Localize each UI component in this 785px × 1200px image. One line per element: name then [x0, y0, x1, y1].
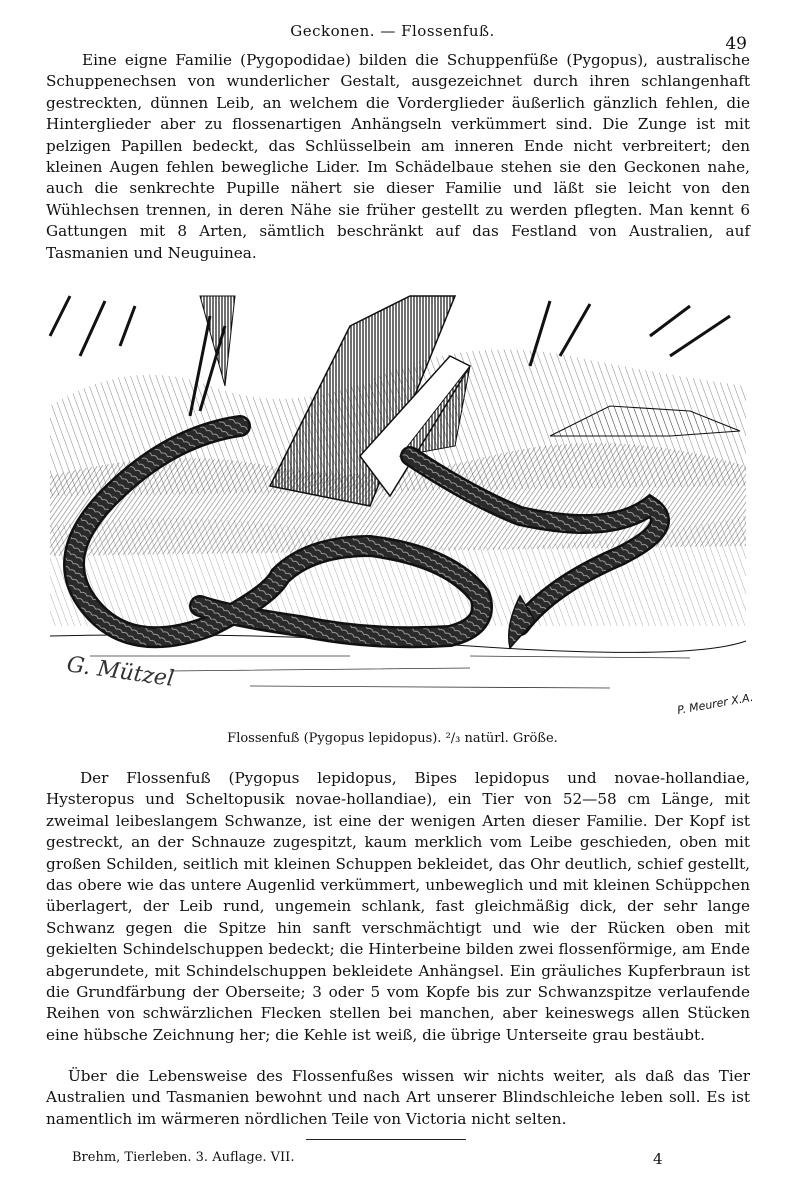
engraving-svg [50, 296, 755, 722]
signature-right: P. Meurer X.A. [676, 690, 755, 717]
signature-mark: 4 [653, 1150, 663, 1168]
signature-left: G. Mützel [65, 652, 176, 692]
paragraph-lifestyle: Über die Lebensweise des Flossenfußes wissen wir nichts weiter, als daß das Tier Australien und Tasmanien bewohnt und nach Art unserer Blindschleiche leben soll. Es ist namentlich im wärmeren nördlichen Teile von Victoria nicht selten. [46, 1067, 750, 1128]
figure-caption: Flossenfuß (Pygopus lepidopus). ²/₃ natürl. Größe. [227, 731, 558, 746]
page-number: 49 [725, 34, 747, 54]
paragraph-pygopodidae-intro: Eine eigne Familie (Pygopodidae) bilden die Schuppenfüße (Pygopus), australische Schuppenechsen von wunderlicher Gestalt, ausgezeichnet durch ihren schlangenhaft gestreckten, dünnen Leib, an welchem die Vorderglieder äußerlich gänzlich fehlen, die Hinterglieder aber zu flossenartigen Anhängseln verkümmert sind. Die Zunge ist mit pelzigen Papillen bedeckt, das Schlüsselbein am inneren Ende nicht verbreitert; den kleinen Augen fehlen bewegliche Lider. Im Schädelbaue stehen sie den Geckonen nahe, auch die senkrechte Pupille nähert sie dieser Familie und läßt sie leicht von den Wühlechsen trennen, in deren Nähe sie früher gestellt zu werden pflegten. Man kennt 6 Gattungen mit 8 Arten, sämtlich beschränkt auf das Festland von Australien, auf Tasmanien und Neuguinea. [46, 51, 750, 262]
running-head: Geckonen. — Flossenfuß. [290, 22, 495, 40]
footer-source: Brehm, Tierleben. 3. Auflage. VII. [72, 1150, 295, 1165]
paragraph-description: Der Flossenfuß (Pygopus lepidopus, Bipes lepidopus und novae-hollandiae, Hysteropus und Scheltopusik novae-hollandiae), ein Tier von 52—58 cm Länge, mit zweimal leibeslangem Schwanze, ist eine der wenigen Arten dieser Familie. Der Kopf ist gestreckt, an der Schnauze zugespitzt, kaum merklich vom Leibe geschieden, oben mit großen Schilden, seitlich mit kleinen Schuppen bekleidet, das Ohr deutlich, schief gestellt, das obere wie das untere Augenlid verkümmert, unbeweglich und mit kleinen Schüppchen überlagert, der Leib rund, ungemein schlank, fast gleichmäßig dick, der sehr lange Schwanz gegen die Spitze hin sanft verschmächtigt und wie der Rücken oben mit gekielten Schindelschuppen bedeckt; die Hinterbeine bilden zwei flossenförmige, am Ende abgerundete, mit Schindelschuppen bekleidete Anhängsel. Ein gräuliches Kupferbraun ist die Grundfärbung der Oberseite; 3 oder 5 vom Kopfe bis zur Schwanzspitze verlaufende Reihen von schwärzlichen Flecken stellen bei manchen, aber keineswegs allen Stücken eine hübsche Zeichnung her; die Kehle ist weiß, die übrige Unterseite grau bestäubt. [46, 769, 750, 1044]
illustration-flossenfuss [50, 296, 755, 722]
footer-rule [306, 1139, 466, 1140]
